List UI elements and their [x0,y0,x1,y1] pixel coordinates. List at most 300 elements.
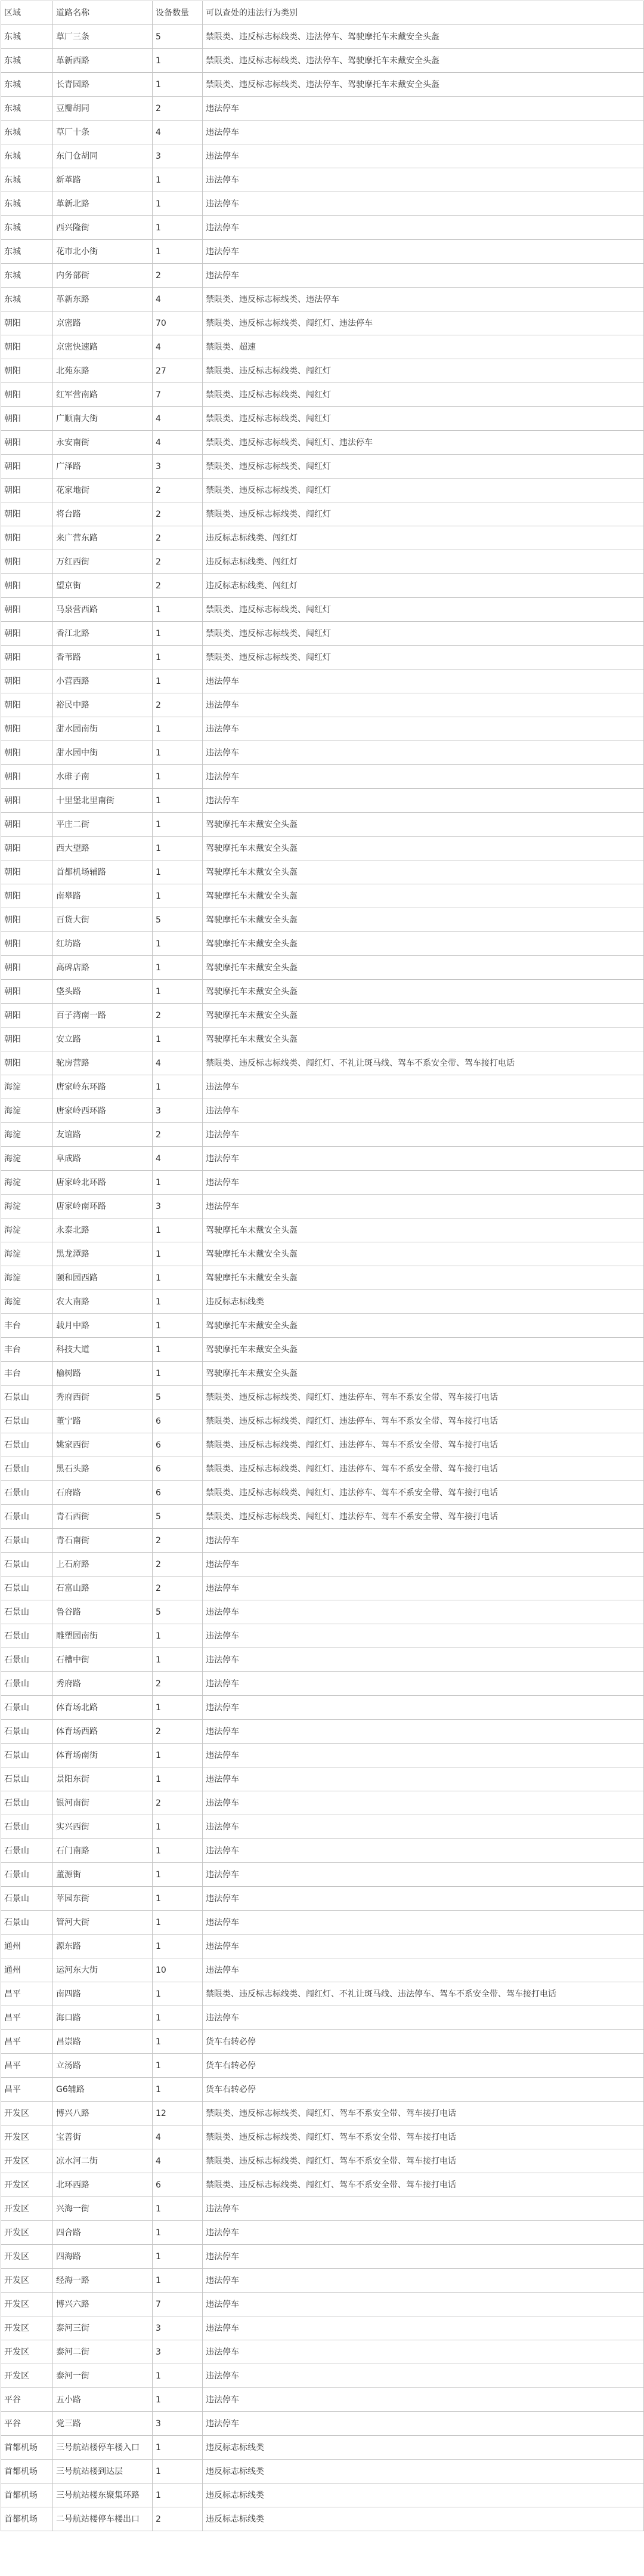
device-count-cell: 1 [153,670,203,693]
violation-types-cell: 驾驶摩托车未戴安全头盔 [203,1338,644,1362]
road-name-cell: 苹园东街 [53,1887,153,1911]
district-cell: 开发区 [1,2173,53,2197]
violation-types-cell: 禁限类、违反标志标线类、闯红灯、不礼让斑马线、驾车不系安全带、驾车接打电话 [203,1051,644,1075]
violation-types-cell: 货车右转必停 [203,2078,644,2102]
table-row [1,2197,644,2221]
table-row [1,1958,644,1982]
violation-types-cell: 违法停车 [203,2269,644,2293]
table-row [1,502,644,526]
device-count-cell: 1 [153,2030,203,2054]
road-name-cell: 石槽中街 [53,1648,153,1672]
violation-types-cell: 违法停车 [203,1696,644,1720]
district-cell: 石景山 [1,1863,53,1887]
device-count-cell: 3 [153,455,203,479]
road-name-cell: 红坊路 [53,932,153,956]
violation-types-cell: 违法停车 [203,1791,644,1815]
district-cell: 朝阳 [1,717,53,741]
road-name-cell: 宝善街 [53,2125,153,2149]
road-name-cell: 运河东大街 [53,1958,153,1982]
device-count-cell: 1 [153,1314,203,1338]
district-cell: 石景山 [1,1409,53,1433]
district-cell: 东城 [1,25,53,49]
district-cell: 石景山 [1,1815,53,1839]
violation-types-cell: 禁限类、违反标志标线类、闯红灯 [203,359,644,383]
violation-types-cell: 违法停车 [203,2197,644,2221]
device-count-cell: 1 [153,73,203,97]
device-count-cell: 1 [153,1839,203,1863]
device-count-cell: 2 [153,1553,203,1577]
device-count-cell: 2 [153,1672,203,1696]
device-count-cell: 2 [153,1004,203,1028]
road-name-cell: 五小路 [53,2388,153,2412]
district-cell: 朝阳 [1,884,53,908]
road-name-cell: 内务部街 [53,264,153,288]
district-cell: 开发区 [1,2197,53,2221]
district-cell: 开发区 [1,2125,53,2149]
device-count-cell: 1 [153,1266,203,1290]
table-row [1,1529,644,1553]
road-name-cell: 香江北路 [53,622,153,646]
violation-types-cell: 违法停车 [203,1529,644,1553]
road-name-cell: 广泽路 [53,455,153,479]
violation-types-cell: 违法停车 [203,789,644,813]
road-name-cell: 三号航站楼到达层 [53,2460,153,2484]
device-count-cell: 1 [153,1911,203,1935]
district-cell: 朝阳 [1,311,53,335]
road-name-cell: 北苑东路 [53,359,153,383]
violation-types-cell: 违法停车 [203,240,644,264]
table-row [1,2507,644,2531]
district-cell: 朝阳 [1,574,53,598]
district-cell: 石景山 [1,1648,53,1672]
district-cell: 朝阳 [1,646,53,670]
device-count-cell: 1 [153,598,203,622]
device-count-cell: 1 [153,240,203,264]
table-row [1,860,644,884]
violation-types-cell: 违反标志标线类 [203,2484,644,2507]
violation-types-cell: 驾驶摩托车未戴安全头盔 [203,813,644,837]
district-cell: 朝阳 [1,1051,53,1075]
district-cell: 丰台 [1,1362,53,1386]
table-row [1,1791,644,1815]
road-name-cell: 平庄二街 [53,813,153,837]
device-count-cell: 1 [153,980,203,1004]
violation-types-cell: 违法停车 [203,1672,644,1696]
device-count-cell: 1 [153,717,203,741]
table-row [1,2269,644,2293]
table-row [1,2412,644,2436]
device-count-cell: 1 [153,884,203,908]
device-count-cell: 1 [153,216,203,240]
violation-types-cell: 违反标志标线类 [203,2460,644,2484]
district-cell: 朝阳 [1,765,53,789]
device-count-cell: 27 [153,359,203,383]
table-row [1,1744,644,1767]
violation-types-cell: 禁限类、违反标志标线类、闯红灯、违法停车 [203,431,644,455]
violation-types-cell: 违法停车 [203,741,644,765]
device-count-cell: 1 [153,789,203,813]
violation-types-cell: 违法停车 [203,1624,644,1648]
table-row [1,168,644,192]
table-row [1,1767,644,1791]
district-cell: 石景山 [1,1457,53,1481]
road-name-cell: 长青园路 [53,73,153,97]
device-count-cell: 1 [153,1982,203,2006]
table-row [1,789,644,813]
device-count-cell: 1 [153,1767,203,1791]
table-row [1,2316,644,2340]
violation-types-cell: 违法停车 [203,121,644,144]
table-row [1,455,644,479]
table-row [1,2460,644,2484]
device-count-cell: 2 [153,264,203,288]
device-count-cell: 1 [153,1362,203,1386]
violation-types-cell: 违法停车 [203,717,644,741]
road-name-cell: 西兴隆街 [53,216,153,240]
table-row [1,264,644,288]
device-count-cell: 3 [153,2412,203,2436]
table-row [1,1409,644,1433]
violation-types-cell: 违法停车 [203,1863,644,1887]
table-row [1,1075,644,1099]
district-cell: 昌平 [1,2078,53,2102]
table-row [1,2364,644,2388]
violation-types-cell: 禁限类、违反标志标线类、闯红灯、违法停车 [203,311,644,335]
device-count-cell: 1 [153,1338,203,1362]
violation-types-cell: 违法停车 [203,1767,644,1791]
district-cell: 石景山 [1,1791,53,1815]
violation-types-cell: 违法停车 [203,168,644,192]
table-row [1,1051,644,1075]
device-count-cell: 1 [153,1935,203,1958]
district-cell: 东城 [1,144,53,168]
violation-types-cell: 违法停车 [203,2412,644,2436]
violation-types-cell: 禁限类、违反标志标线类、闯红灯 [203,479,644,502]
device-count-cell: 3 [153,1099,203,1123]
table-row [1,2221,644,2245]
device-count-cell: 5 [153,1386,203,1409]
district-cell: 石景山 [1,1911,53,1935]
district-cell: 朝阳 [1,383,53,407]
camera-table [1,1,644,2531]
violation-types-cell: 禁限类、违反标志标线类、闯红灯 [203,622,644,646]
road-name-cell: 党三路 [53,2412,153,2436]
district-cell: 朝阳 [1,550,53,574]
district-cell: 首都机场 [1,2460,53,2484]
district-cell: 石景山 [1,1600,53,1624]
violation-types-cell: 违反标志标线类、闯红灯 [203,526,644,550]
violation-types-cell: 驾驶摩托车未戴安全头盔 [203,860,644,884]
district-cell: 海淀 [1,1099,53,1123]
district-cell: 朝阳 [1,670,53,693]
device-count-cell: 70 [153,311,203,335]
table-row [1,2149,644,2173]
device-count-cell: 3 [153,2316,203,2340]
violation-types-cell: 违法停车 [203,1935,644,1958]
table-row [1,598,644,622]
device-count-cell: 6 [153,1409,203,1433]
district-cell: 海淀 [1,1242,53,1266]
road-name-cell: 草厂三条 [53,25,153,49]
device-count-cell: 1 [153,1624,203,1648]
road-name-cell: 安立路 [53,1028,153,1051]
violation-types-cell: 违法停车 [203,1887,644,1911]
road-name-cell: 将台路 [53,502,153,526]
table-row [1,144,644,168]
road-name-cell: 革新西路 [53,49,153,73]
road-name-cell: 凉水河二街 [53,2149,153,2173]
road-name-cell: 南皋路 [53,884,153,908]
district-cell: 石景山 [1,1887,53,1911]
violation-types-cell: 违法停车 [203,1195,644,1218]
district-cell: 首都机场 [1,2507,53,2531]
road-name-cell: 泰河一街 [53,2364,153,2388]
road-name-cell: 博兴六路 [53,2293,153,2316]
device-count-cell: 4 [153,1051,203,1075]
district-cell: 海淀 [1,1123,53,1147]
district-cell: 朝阳 [1,789,53,813]
device-count-cell: 5 [153,25,203,49]
header-road-name: 道路名称 [53,1,153,25]
table-row [1,240,644,264]
district-cell: 海淀 [1,1266,53,1290]
district-cell: 平谷 [1,2388,53,2412]
road-name-cell: 银河南街 [53,1791,153,1815]
district-cell: 东城 [1,49,53,73]
table-row [1,813,644,837]
violation-types-cell: 禁限类、违反标志标线类、闯红灯 [203,646,644,670]
table-row [1,25,644,49]
device-count-cell: 5 [153,1505,203,1529]
road-name-cell: 董源街 [53,1863,153,1887]
device-count-cell: 1 [153,1744,203,1767]
violation-types-cell: 禁限类、违反标志标线类、违法停车、驾驶摩托车未戴安全头盔 [203,25,644,49]
device-count-cell: 5 [153,908,203,932]
violation-types-cell: 禁限类、违反标志标线类、闯红灯、驾车不系安全带、驾车接打电话 [203,2149,644,2173]
device-count-cell: 1 [153,2388,203,2412]
violation-types-cell: 驾驶摩托车未戴安全头盔 [203,1314,644,1338]
device-count-cell: 1 [153,2460,203,2484]
violation-types-cell: 违法停车 [203,1553,644,1577]
table-row [1,622,644,646]
district-cell: 石景山 [1,1624,53,1648]
district-cell: 朝阳 [1,526,53,550]
device-count-cell: 1 [153,1242,203,1266]
device-count-cell: 7 [153,383,203,407]
table-row [1,765,644,789]
violation-types-cell: 违法停车 [203,2340,644,2364]
device-count-cell: 2 [153,479,203,502]
district-cell: 朝阳 [1,431,53,455]
district-cell: 朝阳 [1,813,53,837]
violation-types-cell: 禁限类、违反标志标线类、闯红灯、违法停车、驾车不系安全带、驾车接打电话 [203,1386,644,1409]
violation-types-cell: 违法停车 [203,693,644,717]
device-count-cell: 3 [153,1195,203,1218]
table-row [1,1577,644,1600]
device-count-cell: 1 [153,956,203,980]
district-cell: 东城 [1,240,53,264]
header-district: 区域 [1,1,53,25]
table-row [1,1839,644,1863]
device-count-cell: 1 [153,1028,203,1051]
table-row [1,49,644,73]
road-name-cell: 黑龙潭路 [53,1242,153,1266]
road-name-cell: 小营西路 [53,670,153,693]
device-count-cell: 4 [153,1147,203,1171]
table-body [1,25,644,2531]
violation-types-cell: 违法停车 [203,1648,644,1672]
district-cell: 石景山 [1,1744,53,1767]
road-name-cell: 广顺南大街 [53,407,153,431]
road-name-cell: 石门南路 [53,1839,153,1863]
district-cell: 朝阳 [1,455,53,479]
district-cell: 朝阳 [1,1028,53,1051]
device-count-cell: 2 [153,97,203,121]
district-cell: 朝阳 [1,741,53,765]
device-count-cell: 1 [153,2006,203,2030]
road-name-cell: 驼房营路 [53,1051,153,1075]
district-cell: 石景山 [1,1577,53,1600]
table-row [1,479,644,502]
header-violation-types: 可以查处的违法行为类别 [203,1,644,25]
road-name-cell: 管河大街 [53,1911,153,1935]
district-cell: 丰台 [1,1338,53,1362]
district-cell: 海淀 [1,1075,53,1099]
road-name-cell: 京密路 [53,311,153,335]
device-count-cell: 1 [153,2245,203,2269]
violation-types-cell: 禁限类、违反标志标线类、闯红灯 [203,407,644,431]
table-row [1,1696,644,1720]
table-row [1,2006,644,2030]
road-name-cell: 四海路 [53,2245,153,2269]
device-count-cell: 4 [153,121,203,144]
district-cell: 石景山 [1,1672,53,1696]
district-cell: 石景山 [1,1696,53,1720]
table-row [1,121,644,144]
table-row [1,1338,644,1362]
table-row [1,335,644,359]
district-cell: 平谷 [1,2412,53,2436]
violation-types-cell: 违法停车 [203,1577,644,1600]
district-cell: 石景山 [1,1433,53,1457]
table-row [1,383,644,407]
district-cell: 海淀 [1,1147,53,1171]
device-count-cell: 1 [153,1696,203,1720]
road-name-cell: 豆瓣胡同 [53,97,153,121]
device-count-cell: 1 [153,1887,203,1911]
violation-types-cell: 违法停车 [203,1147,644,1171]
device-count-cell: 12 [153,2102,203,2125]
violation-types-cell: 违法停车 [203,1600,644,1624]
violation-types-cell: 禁限类、违反标志标线类、闯红灯、违法停车、驾车不系安全带、驾车接打电话 [203,1433,644,1457]
table-row [1,1600,644,1624]
road-name-cell: 石府路 [53,1481,153,1505]
district-cell: 石景山 [1,1839,53,1863]
device-count-cell: 4 [153,407,203,431]
road-name-cell: 香苇路 [53,646,153,670]
table-row [1,1887,644,1911]
device-count-cell: 6 [153,1433,203,1457]
district-cell: 朝阳 [1,956,53,980]
header-device-count: 设备数量 [153,1,203,25]
table-row [1,884,644,908]
road-name-cell: 永安南街 [53,431,153,455]
device-count-cell: 1 [153,2484,203,2507]
road-name-cell: 姚家西街 [53,1433,153,1457]
road-name-cell: 花家地街 [53,479,153,502]
road-name-cell: 石富山路 [53,1577,153,1600]
device-count-cell: 1 [153,49,203,73]
device-count-cell: 1 [153,192,203,216]
district-cell: 东城 [1,97,53,121]
district-cell: 首都机场 [1,2436,53,2460]
road-name-cell: 马泉营西路 [53,598,153,622]
device-count-cell: 1 [153,168,203,192]
road-name-cell: 四合路 [53,2221,153,2245]
device-count-cell: 6 [153,1481,203,1505]
road-name-cell: 南四路 [53,1982,153,2006]
table-row [1,431,644,455]
violation-types-cell: 违反标志标线类 [203,2507,644,2531]
device-count-cell: 1 [153,2436,203,2460]
road-name-cell: 泰河二街 [53,2340,153,2364]
violation-types-cell: 违法停车 [203,97,644,121]
table-row [1,1624,644,1648]
table-row [1,1123,644,1147]
table-row [1,693,644,717]
violation-types-cell: 禁限类、违反标志标线类、闯红灯、违法停车、驾车不系安全带、驾车接打电话 [203,1481,644,1505]
device-count-cell: 1 [153,1075,203,1099]
district-cell: 开发区 [1,2245,53,2269]
road-name-cell: 阜成路 [53,1147,153,1171]
device-count-cell: 1 [153,2221,203,2245]
district-cell: 开发区 [1,2269,53,2293]
road-name-cell: 百货大街 [53,908,153,932]
road-name-cell: 高碑店路 [53,956,153,980]
road-name-cell: 体育场南街 [53,1744,153,1767]
road-name-cell: 董宁路 [53,1409,153,1433]
district-cell: 昌平 [1,2006,53,2030]
table-row [1,837,644,860]
district-cell: 石景山 [1,1720,53,1744]
table-row [1,311,644,335]
table-row [1,1481,644,1505]
road-name-cell: 青石南街 [53,1529,153,1553]
road-name-cell: 来广营东路 [53,526,153,550]
violation-types-cell: 驾驶摩托车未戴安全头盔 [203,1004,644,1028]
table-row [1,1935,644,1958]
violation-types-cell: 违法停车 [203,1171,644,1195]
road-name-cell: 草厂十条 [53,121,153,144]
violation-types-cell: 禁限类、违反标志标线类、闯红灯 [203,502,644,526]
violation-types-cell: 违法停车 [203,1839,644,1863]
violation-types-cell: 违反标志标线类 [203,1290,644,1314]
violation-types-cell: 禁限类、违反标志标线类、闯红灯、违法停车、驾车不系安全带、驾车接打电话 [203,1457,644,1481]
violation-types-cell: 违法停车 [203,765,644,789]
violation-types-cell: 违反标志标线类、闯红灯 [203,574,644,598]
table-row [1,956,644,980]
violation-types-cell: 违法停车 [203,144,644,168]
district-cell: 开发区 [1,2149,53,2173]
road-name-cell: 博兴八路 [53,2102,153,2125]
table-row [1,1863,644,1887]
district-cell: 朝阳 [1,932,53,956]
violation-types-cell: 违法停车 [203,1744,644,1767]
district-cell: 石景山 [1,1386,53,1409]
road-name-cell: 秀府路 [53,1672,153,1696]
district-cell: 东城 [1,264,53,288]
violation-types-cell: 违法停车 [203,1958,644,1982]
